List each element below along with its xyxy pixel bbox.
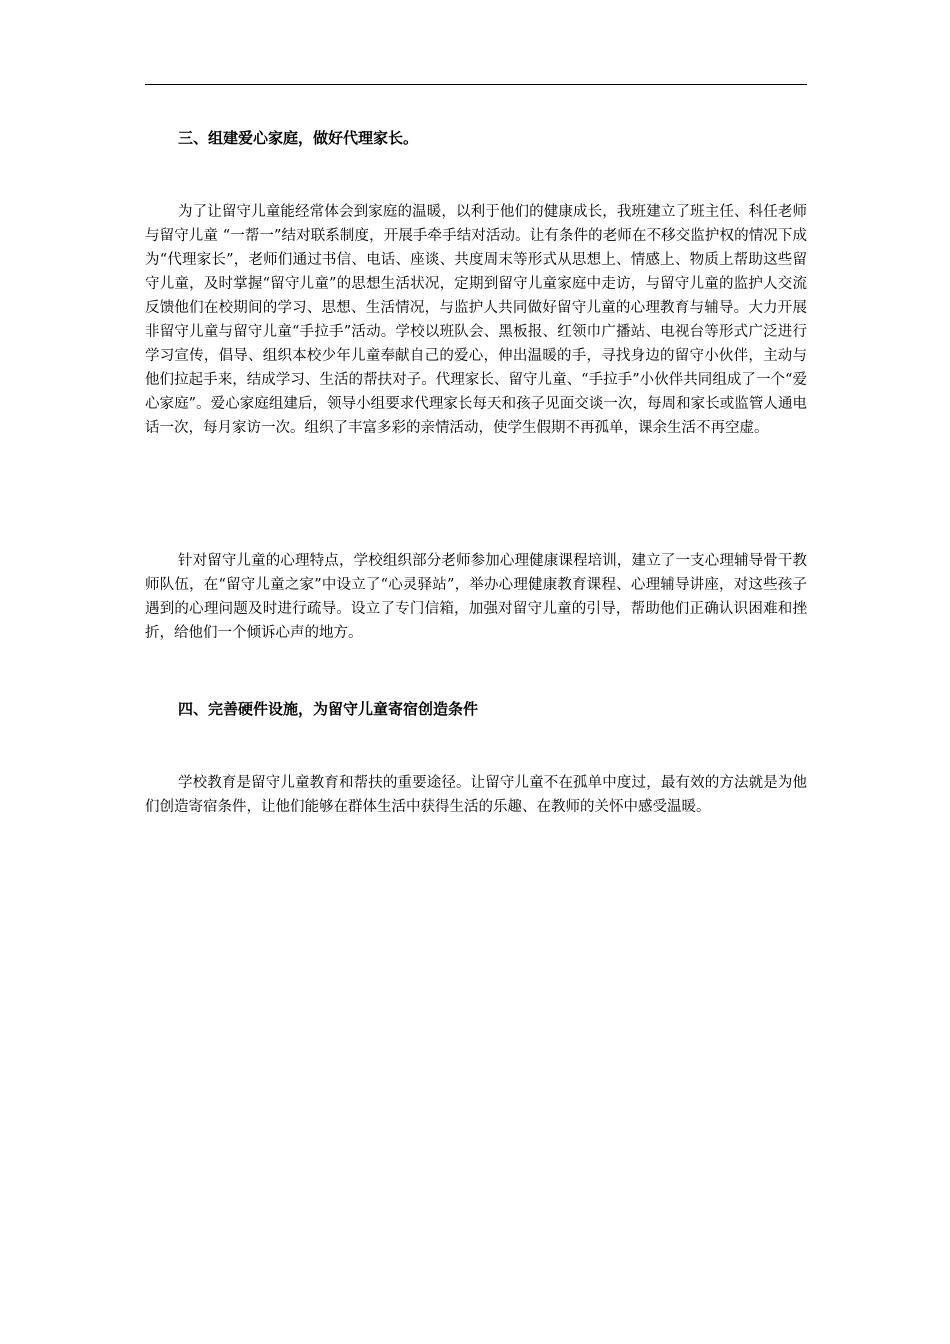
- section-4-heading: 四、完善硬件设施，为留守儿童寄宿创造条件: [178, 700, 479, 718]
- section-3-paragraph-1: 为了让留守儿童能经常体会到家庭的温暖，以利于他们的健康成长，我班建立了班主任、科任老师与留守儿童 “一帮一”结对联系制度，开展手牵手结对活动。让有条件的老师在不移交监护权的情况下成为“代理家长”，老师们通过书信、电话、座谈、共度周末等形式从思想上、情感上、物质上帮助这些留守儿童，及时掌握“留守儿童”的思想生活状况，定期到留守儿童家庭中走访，与留守儿童的监护人交流反馈他们在校期间的学习、思想、生活情况，与监护人共同做好留守儿童的心理教育与辅导。大力开展非留守儿童与留守儿童“手拉手”活动。学校以班队会、黑板报、红领巾广播站、电视台等形式广泛进行学习宣传，倡导、组织本校少年儿童奉献自己的爱心，伸出温暖的手，寻找身边的留守小伙伴，主动与他们拉起手来，结成学习、生活的帮扶对子。代理家长、留守儿童、“手拉手”小伙伴共同组成了一个“爱心家庭”。爱心家庭组建后，领导小组要求代理家长每天和孩子见面交谈一次，每周和家长或监管人通电话一次，每月家访一次。组织了丰富多彩的亲情活动，使学生假期不再孤单，课余生活不再空虚。: [145, 204, 807, 436]
- section-3-heading: 三、组建爱心家庭，做好代理家长。: [178, 129, 419, 147]
- document-page: [145, 0, 807, 1344]
- header-rule: [145, 84, 807, 85]
- section-3-paragraph-2: 针对留守儿童的心理特点，学校组织部分老师参加心理健康课程培训，建立了一支心理辅导骨干教师队伍，在“留守儿童之家”中设立了“心灵驿站”，举办心理健康教育课程、心理辅导讲座，对这些孩子遇到的心理问题及时进行疏导。设立了专门信箱，加强对留守儿童的引导，帮助他们正确认识困难和挫折，给他们一个倾诉心声的地方。: [145, 553, 807, 641]
- section-4-paragraph-1: 学校教育是留守儿童教育和帮扶的重要途径。让留守儿童不在孤单中度过，最有效的方法就是为他们创造寄宿条件，让他们能够在群体生活中获得生活的乐趣、在教师的关怀中感受温暖。: [145, 775, 807, 815]
